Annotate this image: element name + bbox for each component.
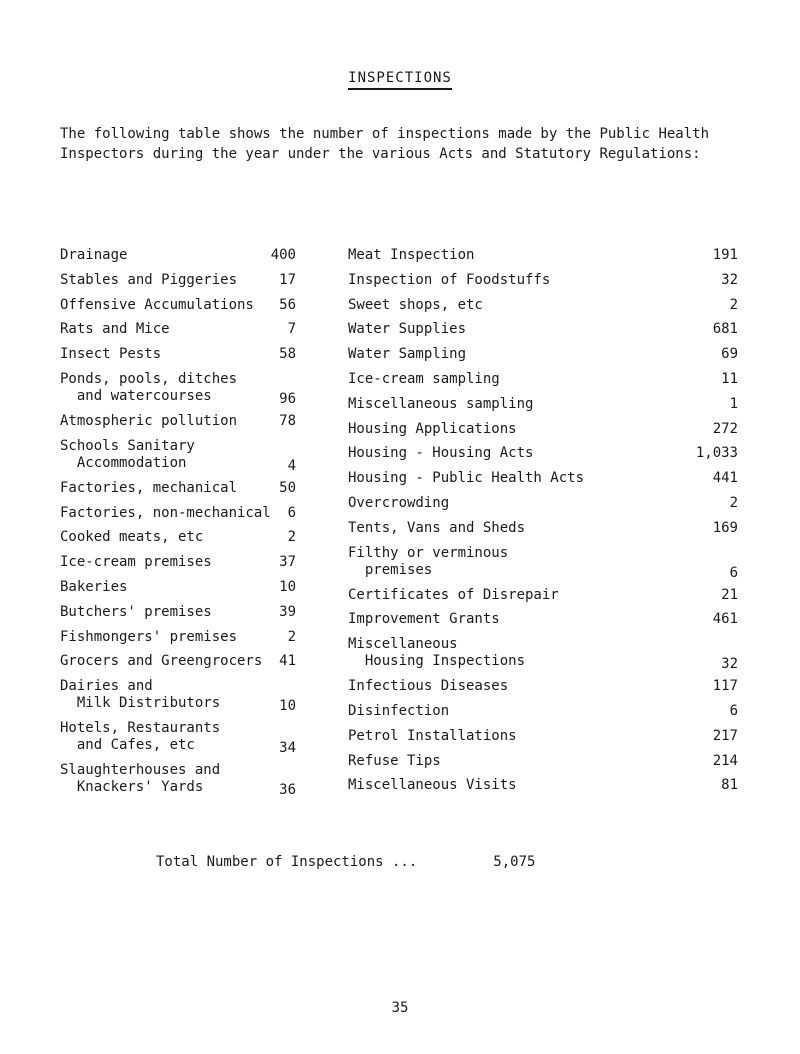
inspection-count: 214 [712,752,738,769]
inspection-count: 272 [712,420,738,437]
inspection-row [60,601,296,626]
inspection-row [60,318,296,343]
inspection-row [348,269,738,294]
inspection-label: Miscellaneous Housing Inspections [348,636,526,670]
right-inspection-list [348,244,738,799]
inspection-row [60,410,296,435]
inspection-count: 2 [287,628,296,645]
inspection-label: Water Sampling [348,346,467,363]
inspection-count: 78 [279,412,296,429]
left-inspection-list [60,244,296,801]
inspection-label: Filthy or verminous premises [348,544,509,578]
inspection-label: Drainage [60,247,128,263]
inspection-label: Petrol Installations [348,727,517,744]
inspection-count: 69 [721,346,738,363]
inspection-label: Ice-cream sampling [348,370,500,387]
inspection-row [60,576,296,601]
inspection-count: 681 [712,321,738,338]
inspection-row [60,269,296,294]
inspection-label: Certificates of Disrepair [348,586,559,603]
inspection-count: 191 [712,247,738,263]
inspection-count: 17 [279,271,296,288]
inspection-label: Stables and Piggeries [60,271,238,288]
inspection-label: Miscellaneous Visits [348,777,517,794]
inspection-count: 10 [279,578,296,595]
inspection-count: 2 [287,529,296,546]
inspection-label: Atmospheric pollution [60,412,238,429]
inspection-count: 2 [729,494,738,511]
inspection-count: 400 [270,247,296,263]
inspection-count: 81 [721,777,738,794]
inspection-label: Disinfection [348,702,450,719]
inspection-label: Infectious Diseases [348,678,509,695]
inspection-label: Improvement Grants [348,611,500,628]
inspection-count: 32 [721,656,738,673]
inspection-label: Meat Inspection [348,247,475,263]
inspection-row [60,626,296,651]
inspection-row [348,343,738,368]
inspection-row [348,725,738,750]
inspection-row [60,244,296,269]
inspection-row [348,675,738,700]
inspection-row [60,526,296,551]
inspection-label: Factories, mechanical [60,479,238,496]
inspection-row [60,675,296,717]
inspection-count: 169 [712,519,738,536]
inspection-count: 6 [729,564,738,581]
total-value: 5,075 [493,854,536,870]
inspection-row [348,542,738,584]
inspection-count: 50 [279,479,296,496]
inspection-label: Offensive Accumulations [60,296,254,313]
inspection-count: 32 [721,271,738,288]
inspection-label: Bakeries [60,578,128,595]
inspection-label: Housing - Public Health Acts [348,470,585,487]
inspection-label: Tents, Vans and Sheds [348,519,526,536]
inspection-label: Insect Pests [60,346,162,363]
intro-paragraph: The following table shows the number of inspections made by the Public Health Inspectors during the year under the various Acts and Statutory Regulations: [60,126,710,162]
inspection-label: Ponds, pools, ditches and watercourses [60,370,238,404]
inspection-count: 10 [279,698,296,715]
inspection-row [348,700,738,725]
inspection-label: Factories, non-mechanical [60,504,271,521]
inspection-label: Rats and Mice [60,321,170,338]
inspection-count: 37 [279,554,296,571]
inspection-row [348,492,738,517]
inspection-count: 1 [729,395,738,412]
inspection-row [348,467,738,492]
inspection-label: Cooked meats, etc [60,529,204,546]
inspection-row [348,368,738,393]
inspection-row [348,442,738,467]
page-title: INSPECTIONS [0,70,800,86]
inspection-count: 56 [279,296,296,313]
inspection-row [60,294,296,319]
page-number: 35 [391,1000,409,1016]
inspection-count: 6 [287,504,296,521]
inspection-row [348,633,738,675]
inspection-label: Butchers' premises [60,603,212,620]
inspection-count: 58 [279,346,296,363]
inspection-row [348,750,738,775]
inspection-label: Housing Applications [348,420,517,437]
inspection-count: 36 [279,782,296,799]
inspection-label: Overcrowding [348,494,450,511]
inspection-row [60,477,296,502]
total-inspections [156,854,535,870]
inspection-label: Refuse Tips [348,752,441,769]
inspection-count: 6 [729,702,738,719]
inspection-count: 34 [279,740,296,757]
inspection-label: Water Supplies [348,321,467,338]
inspection-row [60,502,296,527]
inspection-row [60,759,296,801]
inspection-label: Dairies and Milk Distributors [60,678,221,712]
inspection-row [60,650,296,675]
inspection-label: Ice-cream premises [60,554,212,571]
inspection-count: 461 [712,611,738,628]
inspection-row [348,418,738,443]
inspection-label: Miscellaneous sampling [348,395,534,412]
inspection-label: Hotels, Restaurants and Cafes, etc [60,720,221,754]
inspection-count: 21 [721,586,738,603]
inspection-label: Grocers and Greengrocers [60,653,263,670]
inspection-row [60,435,296,477]
inspection-count: 441 [712,470,738,487]
inspection-count: 117 [712,678,738,695]
inspection-count: 4 [287,457,296,474]
inspection-row [348,244,738,269]
inspection-row [348,318,738,343]
inspection-count: 217 [712,727,738,744]
inspection-row [60,368,296,410]
inspection-label: Fishmongers' premises [60,628,238,645]
inspection-row [348,584,738,609]
inspection-label: Schools Sanitary Accommodation [60,437,195,471]
inspection-row [60,717,296,759]
inspection-row [348,517,738,542]
inspection-label: Inspection of Foodstuffs [348,271,551,288]
inspection-count: 41 [279,653,296,670]
inspection-count: 11 [721,370,738,387]
inspection-row [348,393,738,418]
inspection-label: Slaughterhouses and Knackers' Yards [60,762,221,796]
inspection-row [348,774,738,799]
inspection-count: 39 [279,603,296,620]
inspection-row [60,343,296,368]
inspection-row [60,551,296,576]
inspection-count: 1,033 [695,445,738,462]
inspection-row [348,608,738,633]
inspection-label: Sweet shops, etc [348,296,483,313]
inspection-label: Housing - Housing Acts [348,445,534,462]
inspection-count: 2 [729,296,738,313]
inspection-count: 7 [287,321,296,338]
inspection-row [348,294,738,319]
total-label: Total Number of Inspections ... [156,854,418,870]
inspection-count: 96 [279,390,296,407]
